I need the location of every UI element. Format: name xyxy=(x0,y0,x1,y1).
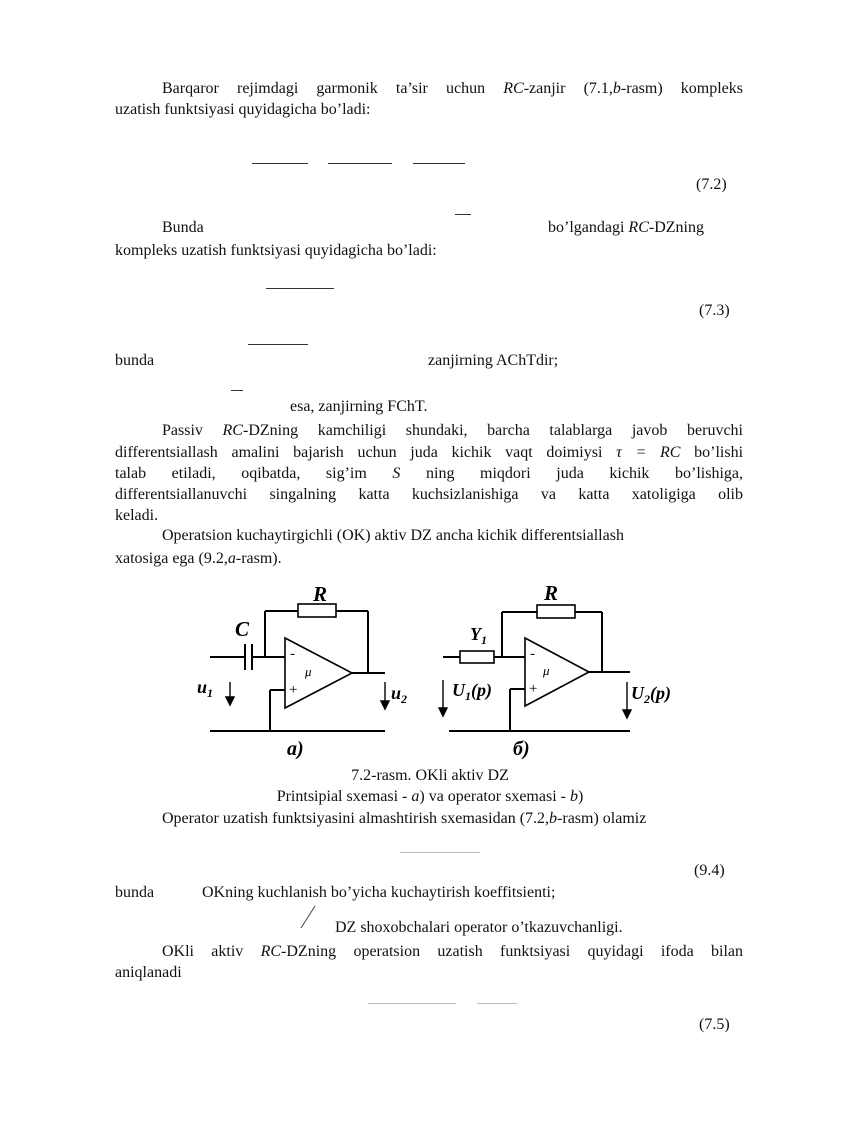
paragraph-4-line-2: differentsiallash amalini bajarish uchun juda kichik vaqt doimiysi τ = RC bo’lishi xyxy=(115,444,744,461)
opamp-b-minus: - xyxy=(530,646,535,662)
circuit-figure xyxy=(195,578,671,763)
paragraph-5-line-2: xatosiga ega (9.2,a-rasm). xyxy=(115,550,282,567)
formula-slash xyxy=(298,903,318,931)
paragraph-4-line-4: differentsiallanuvchi singalning katta kuchsizlanishiga va katta xatoligiga olib xyxy=(115,486,743,503)
formula-7-2-fraction-2 xyxy=(328,163,392,164)
opamp-a-mu: μ xyxy=(305,664,312,679)
figure-caption-subtitle: Printsipial sxemasi - a) va operator sxemasi - b) xyxy=(276,788,584,805)
paragraph-2-line-1-right: bo’lgandagi RC-DZning xyxy=(548,219,704,236)
paragraph-7-bunda: bunda xyxy=(115,884,155,901)
paragraph-5-line-1: Operatsion kuchaytirgichli (OK) aktiv DZ ancha kichik differentsiallash xyxy=(162,527,624,544)
label-a-capacitor: C xyxy=(235,617,250,641)
paragraph-6-line-1: Operator uzatish funktsiyasini almashtirish sxemasidan (7.2,b-rasm) olamiz xyxy=(162,810,647,827)
label-b-y1: $Y_1$ xyxy=(470,624,487,647)
paragraph-3-fcht: esa, zanjirning FChT. xyxy=(290,398,428,415)
admittance-y1 xyxy=(460,651,494,663)
paragraph-2-line-2: kompleks uzatish funktsiyasi quyidagicha bo’ladi: xyxy=(115,242,437,259)
formula-7-2-fraction-1 xyxy=(252,163,308,164)
resistor-b xyxy=(537,605,575,618)
paragraph-7-ok: OKning kuchlanish bo’yicha kuchaytirish koeffitsienti; xyxy=(202,884,556,901)
opamp-a-minus: - xyxy=(290,646,295,662)
formula-7-2-fraction-3 xyxy=(413,163,465,164)
opamp-b-mu: μ xyxy=(543,663,550,678)
paragraph-4-line-3: talab etiladi, oqibatda, sig’im S ning miqdori juda kichik bo’lishiga, xyxy=(115,465,744,482)
formula-7-3-fraction xyxy=(266,288,334,289)
paragraph-8-line-1: OKli aktiv RC-DZning operatsion uzatish funktsiyasi quyidagi ifoda bilan xyxy=(162,943,743,960)
formula-7-5-fraction-2 xyxy=(477,1003,517,1004)
equation-number-9-4: (9.4) xyxy=(694,862,725,879)
equation-number-7-3: (7.3) xyxy=(699,302,730,319)
formula-fch-bar xyxy=(231,390,243,391)
paragraph-4-line-1: Passiv RC-DZning kamchiligi shundaki, barcha talablarga javob beruvchi xyxy=(162,422,743,439)
label-b-u2: $U_2(p)$ xyxy=(631,683,671,706)
paragraph-3-bunda: bunda xyxy=(115,352,155,369)
paragraph-7-dz: DZ shoxobchalari operator o’tkazuvchanligi. xyxy=(335,919,623,936)
paragraph-1-line-1: Barqaror rejimdagi garmonik ta’sir uchun RC-zanjir (7.1,b-rasm) kompleks xyxy=(162,80,744,97)
label-a-caption: a) xyxy=(287,738,304,760)
label-a-u2: $u_2$ xyxy=(391,683,408,706)
formula-9-4-fraction xyxy=(400,852,480,853)
formula-ach-fraction xyxy=(248,344,308,345)
paragraph-2-bunda: Bunda xyxy=(162,219,204,236)
label-a-u1: $u_1$ xyxy=(197,677,214,700)
paragraph-3-achtdir: zanjirning AChTdir; xyxy=(428,352,559,369)
paragraph-1-line-2: uzatish funktsiyasi quyidagicha bo’ladi: xyxy=(115,101,371,118)
opamp-b-plus: + xyxy=(529,681,538,697)
label-b-resistor: R xyxy=(544,581,559,605)
opamp-a-plus: + xyxy=(289,682,298,698)
label-b-caption: б) xyxy=(513,738,530,760)
paragraph-8-line-2: aniqlanadi xyxy=(115,964,182,981)
equation-number-7-5: (7.5) xyxy=(699,1016,730,1033)
figure-caption-title: 7.2-rasm. OKli aktiv DZ xyxy=(351,767,509,784)
label-a-resistor: R xyxy=(313,582,328,606)
formula-7-5-fraction-1 xyxy=(368,1003,456,1004)
formula-bunda-bar xyxy=(455,214,471,215)
equation-number-7-2: (7.2) xyxy=(696,176,727,193)
paragraph-4-line-5: keladi. xyxy=(115,507,159,524)
label-b-u1: $U_1(p)$ xyxy=(452,680,492,703)
